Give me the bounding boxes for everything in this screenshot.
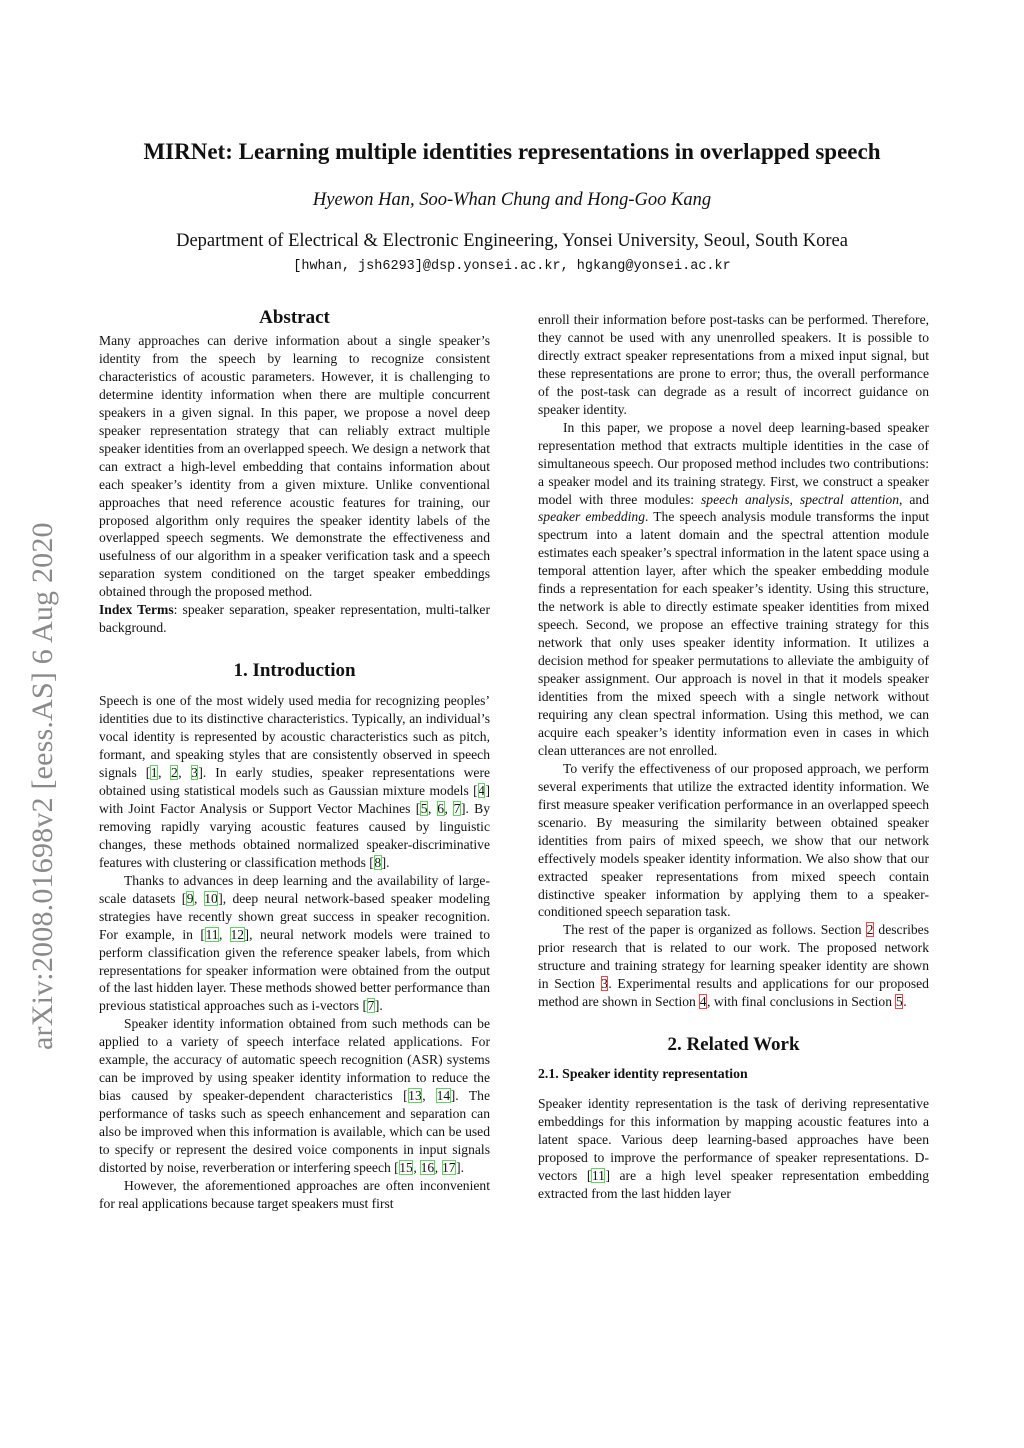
related-paragraph-1: Speaker identity representation is the task of deriving representative embeddings for this information by mapping acoustic features into a latent space. Various deep learning-based approaches have been proposed to improve the performance of speaker representations. D-vectors [11] are a high level speaker representation embedding extracted from the last hidden layer [538,1096,929,1201]
citation-link[interactable]: 14 [436,1088,451,1104]
citation-link[interactable]: 11 [205,926,219,942]
citation-link[interactable]: 15 [399,1159,413,1175]
abstract-text: Many approaches can derive information about a single speaker’s identity from the speech by learning to recognize consistent characteristics of acoustic parameters. However, it is challenging to determine identity information when there are multiple concurrent speakers in a given signal. In this paper, we propose a novel deep speaker representation strategy that can reliably extract multiple speaker identities from an overlapped speech. We design a network that can extract a high-level embedding that contains information about each speaker’s identity from a given mixture. Unlike conventional approaches that need reference acoustic features for training, our proposed algorithm only requires the speaker identity labels of the overlapped speech segments. We demonstrate the effectiveness and usefulness of our algorithm in a speaker verification task and a speech separation system conditioned on the target speaker embeddings obtained through the proposed method. [99,333,490,600]
section-link[interactable]: 5 [895,994,903,1010]
citation-link[interactable]: 17 [442,1159,456,1175]
subsection-heading: 2.1. Speaker identity representation [538,1066,748,1082]
citation-link[interactable]: 2 [170,765,178,781]
paper-affiliation: Department of Electrical & Electronic Engineering, Yonsei University, Seoul, South Korea [176,231,848,251]
left-column [99,306,490,1213]
citation-link[interactable]: 4 [478,782,485,798]
paper-authors: Hyewon Han, Soo-Whan Chung and Hong-Goo Kang [312,190,712,210]
module-name: speaker embedding [538,509,645,525]
module-name: spectral attention [799,491,899,507]
paper-title: MIRNet: Learning multiple identities representations in overlapped speech [143,139,881,164]
module-name: speech analysis [701,491,790,507]
citation-link[interactable]: 16 [420,1159,435,1175]
citation-link[interactable]: 11 [591,1167,605,1183]
index-terms-text: : speaker separation, speaker representation, multi-talker background. [99,602,490,636]
citation-link[interactable]: 1 [150,765,158,781]
citation-link[interactable]: 13 [408,1088,422,1104]
right-column [538,311,929,1203]
citation-link[interactable]: 10 [204,890,218,906]
abstract-heading: Abstract [259,307,330,328]
paper-email: [hwhan, jsh6293]@dsp.yonsei.ac.kr, hgkang@yonsei.ac.kr [293,259,731,274]
section-link[interactable]: 4 [699,994,707,1010]
citation-link[interactable]: 9 [186,890,194,906]
intro-heading: 1. Introduction [233,660,356,682]
intro-paragraph-3: Speaker identity information obtained from such methods can be applied to a variety of speech interface related applications. For example, the accuracy of automatic speech recognition (ASR) systems can be improved by using speaker identity information to reduce the bias caused by speaker-dependent characteristics [13, 14]. The performance of tasks such as speech enhancement and separation can also be improved when this information is available, which can be used to specify or represent the desired voice components in input signals distorted by noise, reverberation or interfering speech [15, 16, 17]. [99,1016,490,1175]
intro-paragraph-4: However, the aforementioned approaches are often inconvenient for real applications because target speakers must first [99,1177,490,1211]
section-link[interactable]: 3 [601,976,608,992]
citation-link[interactable]: 8 [374,854,382,870]
citation-link[interactable]: 6 [437,800,444,816]
arxiv-stamp: arXiv:2008.01698v2 [eess.AS] 6 Aug 2020 [26,522,59,1050]
related-work-heading: 2. Related Work [667,1034,800,1056]
section-link[interactable]: 2 [866,922,874,938]
intro-paragraph-8: The rest of the paper is organized as follows. Section 2 describes prior research that is related to our work. The proposed network structure and training strategy for learning speaker identity are shown in Section 3. Experimental results and applications for our proposed method are shown in Section 4, with final conclusions in Section 5. [538,922,929,1010]
citation-link[interactable]: 5 [420,800,428,816]
intro-paragraph-6: In this paper, we propose a novel deep learning-based speaker representation method that extracts multiple identities in the case of simultaneous speech. Our proposed method includes two contributions: a speaker model and its training strategy. First, we construct a speaker model with three modules: speech analysis, spectral attention, and speaker embedding. The speech analysis module transforms the input spectrum into a latent domain and the spectral attention module estimates each speaker’s spectral information in the latent space using a temporal attention layer, after which the speaker embedding module finds a representation for each speaker’s identity. Using this structure, the network is able to directly estimate speaker identities from mixed speech. Second, we propose an effective training strategy for this network that only uses speaker identity information. It utilizes a decision method for speaker permutations to alleviate the ambiguity of speaker assignment. Our approach is novel in that it models speaker identities from the mixed speech with a single network without requiring any clean spectral information. Using this method, we can acquire each speaker’s identity information even in cases in which clean utterances are not enrolled. [538,419,929,758]
intro-paragraph-5: enroll their information before post-tasks can be performed. Therefore, they cannot be used with any unenrolled speakers. It is possible to directly extract speaker representations from a mixed input signal, but these representations are prone to error; thus, the overall performance of the post-task can degrade as a result of incorrect guidance on speaker identity. [538,312,929,417]
citation-link[interactable]: 7 [367,998,375,1014]
index-terms-label: Index Terms [99,602,174,618]
citation-link[interactable]: 3 [191,765,198,781]
index-terms [99,601,490,637]
intro-paragraph-7: To verify the effectiveness of our proposed approach, we perform several experiments that utilize the extracted identity information. We first measure speaker verification performance in an overlapped speech scenario. By measuring the similarity between obtained speaker identities from pairs of mixed speech, we show that our network effectively models speaker identity information. We also show that our extracted speaker representations from mixed speech contain distinctive speaker information by applying them to a speaker-conditioned speech separation task. [538,760,929,920]
citation-link[interactable]: 12 [230,926,245,942]
intro-paragraph-2: Thanks to advances in deep learning and the availability of large-scale datasets [9, 10], deep neural network-based speaker modeling strategies have recently shown great success in speaker recognition. For example, in [11, 12], neural network models were trained to perform classification given the reference speaker labels, from which representations for speaker information were obtained from the output of the last hidden layer. These methods showed better performance than previous statistical approaches such as i-vectors [7]. [99,872,491,1014]
citation-link[interactable]: 7 [453,800,461,816]
intro-paragraph-1: Speech is one of the most widely used media for recognizing peoples’ identities due to its distinctive characteristics. Typically, an individual’s vocal identity is represented by acoustic characteristics such as pitch, formant, and speaking styles that are consistently observed in speech signals [1, 2, 3]. In early studies, speaker representations were obtained using statistical models such as Gaussian mixture models [4] with Joint Factor Analysis or Support Vector Machines [5, 6, 7]. By removing rapidly varying acoustic features caused by linguistic changes, these methods obtained normalized speaker-discriminative features with clustering or classification methods [8]. [99,693,491,870]
